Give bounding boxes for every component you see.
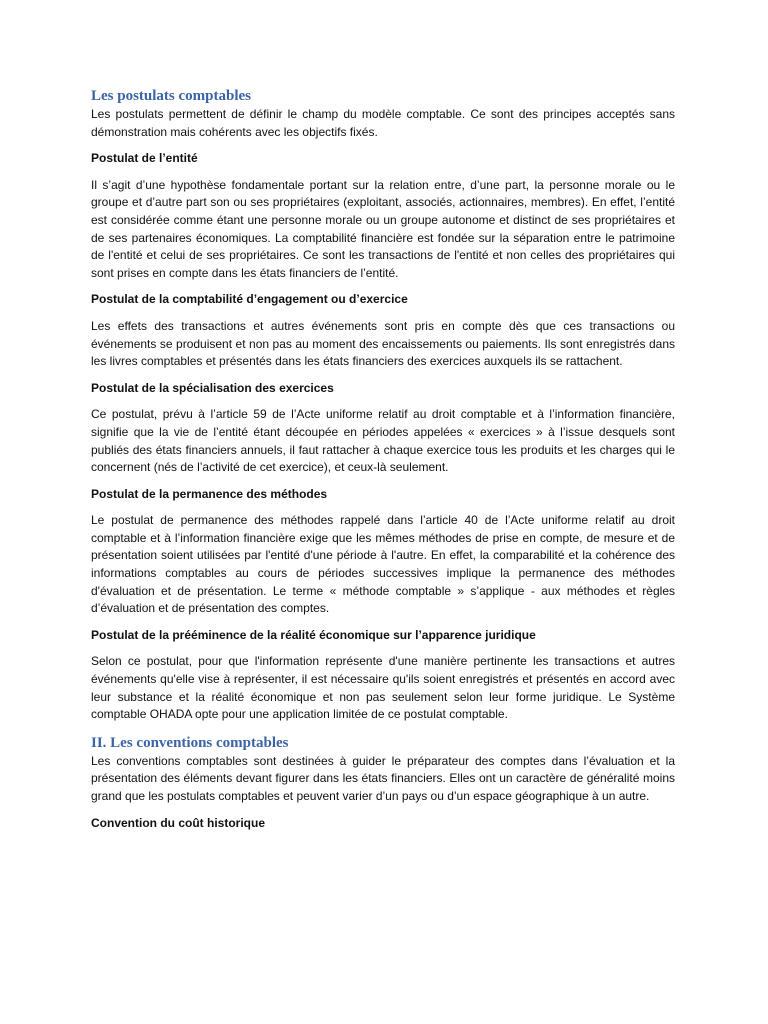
heading-postulat-entite: Postulat de l’entité (91, 151, 198, 166)
section-title-conventions: II. Les conventions comptables (91, 734, 289, 751)
paragraph-postulat-engagement: Les effets des transactions et autres événements sont pris en compte dès que ces transactions ou événements se produisent et non pas au moment des encaissements ou paiements. Ils sont enregistrés dans les livres comptables et présentés dans les états financiers des exercices auxquels ils se rattachent. (91, 318, 675, 369)
section-intro-postulats: Les postulats permettent de définir le champ du modèle comptable. Ce sont des principes acceptés sans démonstration mais cohérents avec les objectifs fixés. (91, 107, 675, 139)
heading-postulat-permanence: Postulat de la permanence des méthodes (91, 486, 328, 501)
heading-postulat-specialisation: Postulat de la spécialisation des exercices (91, 380, 334, 395)
document-page (91, 86, 675, 841)
heading-postulat-engagement: Postulat de la comptabilité d’engagement ou d’exercice (91, 292, 408, 307)
heading-postulat-preeminence: Postulat de la prééminence de la réalité économique sur l’apparence juridique (91, 627, 536, 642)
paragraph-postulat-entite: Il s’agit d’une hypothèse fondamentale portant sur la relation entre, d’une part, la personne morale ou le groupe et d’autre part son ou ses propriétaires (exploitant, associés, actionnaires, membres). En effet, l’entité est considérée comme étant une personne morale ou un groupe autonome et distinct de ses propriétaires et de ses partenaires économiques. La comptabilité financière est fondée sur la séparation entre le patrimoine de l'entité et celui de ses propriétaires. Ce sont les transactions de l'entité et non celles des propriétaires qui sont prises en compte dans les états financiers de l’entité. (91, 177, 675, 280)
paragraph-postulat-preeminence: Selon ce postulat, pour que l'information représente d'une manière pertinente les transactions et autres événements qu'elle vise à représenter, il est nécessaire qu'ils soient enregistrés et présentés en accord avec leur substance et la réalité économique et non pas seulement selon leur forme juridique. Le Système comptable OHADA opte pour une application limitée de ce postulat comptable. (91, 654, 675, 722)
paragraph-postulat-permanence: Le postulat de permanence des méthodes rappelé dans l’article 40 de l’Acte uniforme relatif au droit comptable et à l’information financière exige que les mêmes méthodes de prise en compte, de mesure et de présentation soient utilisées par l'entité d'une période à l'autre. En effet, la comparabilité et la cohérence des informations comptables au cours de périodes successives implique la permanence des méthodes d'évaluation et de présentation. Le terme « méthode comptable » s’applique - aux méthodes et règles d’évaluation et de présentation des comptes. (91, 513, 675, 616)
heading-convention-cout-historique: Convention du coût historique (91, 815, 265, 830)
section-title-postulats: Les postulats comptables (91, 88, 252, 104)
paragraph-postulat-specialisation: Ce postulat, prévu à l’article 59 de l’Acte uniforme relatif au droit comptable et à l’information financière, signifie que la vie de l’entité étant découpée en périodes appelées « exercices » à l’issue desquels sont publiés des états financiers annuels, il faut rattacher à chaque exercice tous les produits et les charges qui le concernent (nés de l’activité de cet exercice), et ceux-là seulement. (91, 407, 675, 475)
section-intro-conventions: Les conventions comptables sont destinées à guider le préparateur des comptes dans l’évaluation et la présentation des éléments devant figurer dans les états financiers. Elles ont un caractère de généralité moins grand que les postulats comptables et peuvent varier d’un pays ou d’un espace géographique à un autre. (91, 753, 675, 803)
